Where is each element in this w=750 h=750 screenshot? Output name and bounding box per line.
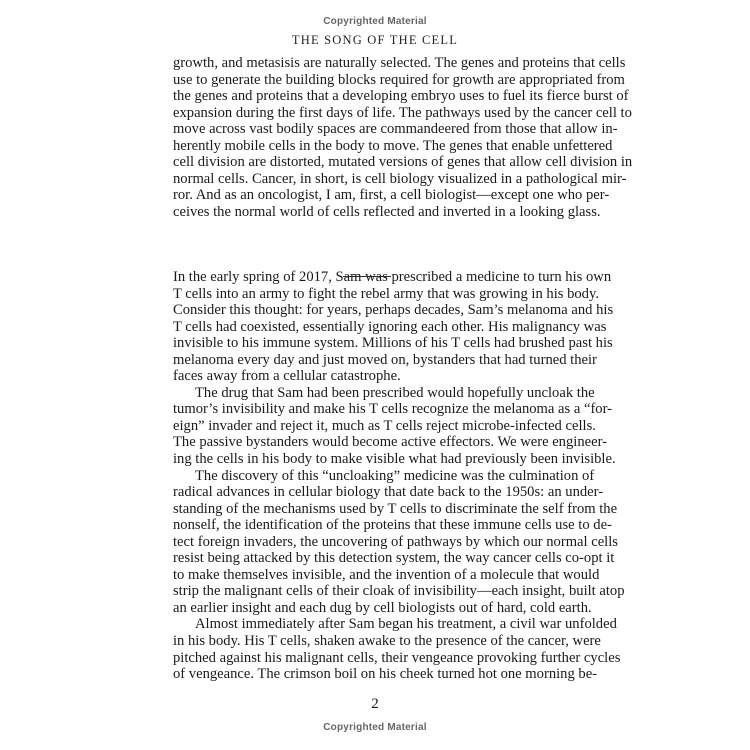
text-line: ror. And as an oncologist, I am, first, a cell biologist—except one who per- [173,187,610,204]
text-line: in his body. His T cells, shaken awake to the presence of the cancer, were [173,633,601,650]
text-line: move across vast bodily spaces are commandeered from those that allow in- [173,121,618,138]
text-line: standing of the mechanisms used by T cells to discriminate the self from the [173,500,618,517]
paragraph [173,384,616,468]
text-line: tect foreign invaders, the uncovering of pathways by which our normal cells [173,533,618,550]
text-block-1 [173,55,633,220]
text-line: herently mobile cells in the body to move. The genes that enable unfettered [173,137,613,154]
text-line: use to generate the building blocks required for growth are appropriated from [173,71,625,88]
text-line: faces away from a cellular catastrophe. [173,368,401,385]
text-line: to make themselves invisible, and the invention of a molecule that would [173,566,600,583]
paragraph [173,269,614,385]
text-line: The drug that Sam had been prescribed would hopefully uncloak the [195,384,595,401]
watermark-bottom: Copyrighted Material [323,722,427,733]
text-line: expansion during the first days of life. The pathways used by the cancer cell to [173,104,632,121]
text-line: resist being attacked by this detection system, the way cancer cells co-opt it [173,550,615,567]
text-line: radical advances in cellular biology that date back to the 1950s: an under- [173,484,604,501]
text-line: In the early spring of 2017, Sam was prescribed a medicine to turn his own [173,269,612,285]
page-number: 2 [371,696,379,712]
text-line: growth, and metasisis are naturally selected. The genes and proteins that cells [173,55,626,71]
text-line: invisible to his immune system. Millions of his T cells had brushed past his [173,335,613,352]
text-line: The discovery of this “uncloaking” medicine was the culmination of [195,467,595,484]
text-line: tumor’s invisibility and make his T cells recognize the melanoma as a “for- [173,401,613,418]
paragraph [173,55,633,220]
watermark-top: Copyrighted Material [323,16,427,27]
text-line: Consider this thought: for years, perhaps decades, Sam’s melanoma and his [173,302,614,319]
running-head: THE SONG OF THE CELL [291,33,459,47]
text-line: normal cells. Cancer, in short, is cell biology visualized in a pathological mir- [173,170,627,187]
text-line: Almost immediately after Sam began his treatment, a civil war unfolded [195,616,617,633]
text-line: T cells had coexisted, essentially ignoring each other. His malignancy was [173,318,607,335]
text-line: melanoma every day and just moved on, bystanders that had turned their [173,351,597,368]
text-line: ceives the normal world of cells reflected and inverted in a looking glass. [173,203,601,220]
paragraph [173,616,621,683]
text-line: strip the malignant cells of their cloak of invisibility—each insight, built atop [173,583,625,600]
text-line: pitched against his malignant cells, their vengeance provoking further cycles [173,649,621,666]
text-line: nonself, the identification of the proteins that these immune cells use to de- [173,517,612,534]
text-line: The passive bystanders would become active effectors. We were engineer- [173,434,608,451]
text-line: T cells into an army to fight the rebel army that was growing in his body. [173,285,599,302]
text-line: cell division are distorted, mutated versions of genes that allow cell division in [173,154,633,171]
text-line: an earlier insight and each dug by cell biologists out of hard, cold earth. [173,599,592,616]
text-line: of vengeance. The crimson boil on his cheek turned hot one morning be- [173,666,598,683]
text-block-2 [173,269,625,683]
paragraph [173,467,625,617]
text-line: ing the cells in his body to make visible what had previously been invisible. [173,451,616,468]
text-line: the genes and proteins that a developing embryo uses to fuel its fierce burst of [173,88,629,105]
text-line: eign” invader and reject it, much as T cells reject microbe-infected cells. [173,417,596,434]
